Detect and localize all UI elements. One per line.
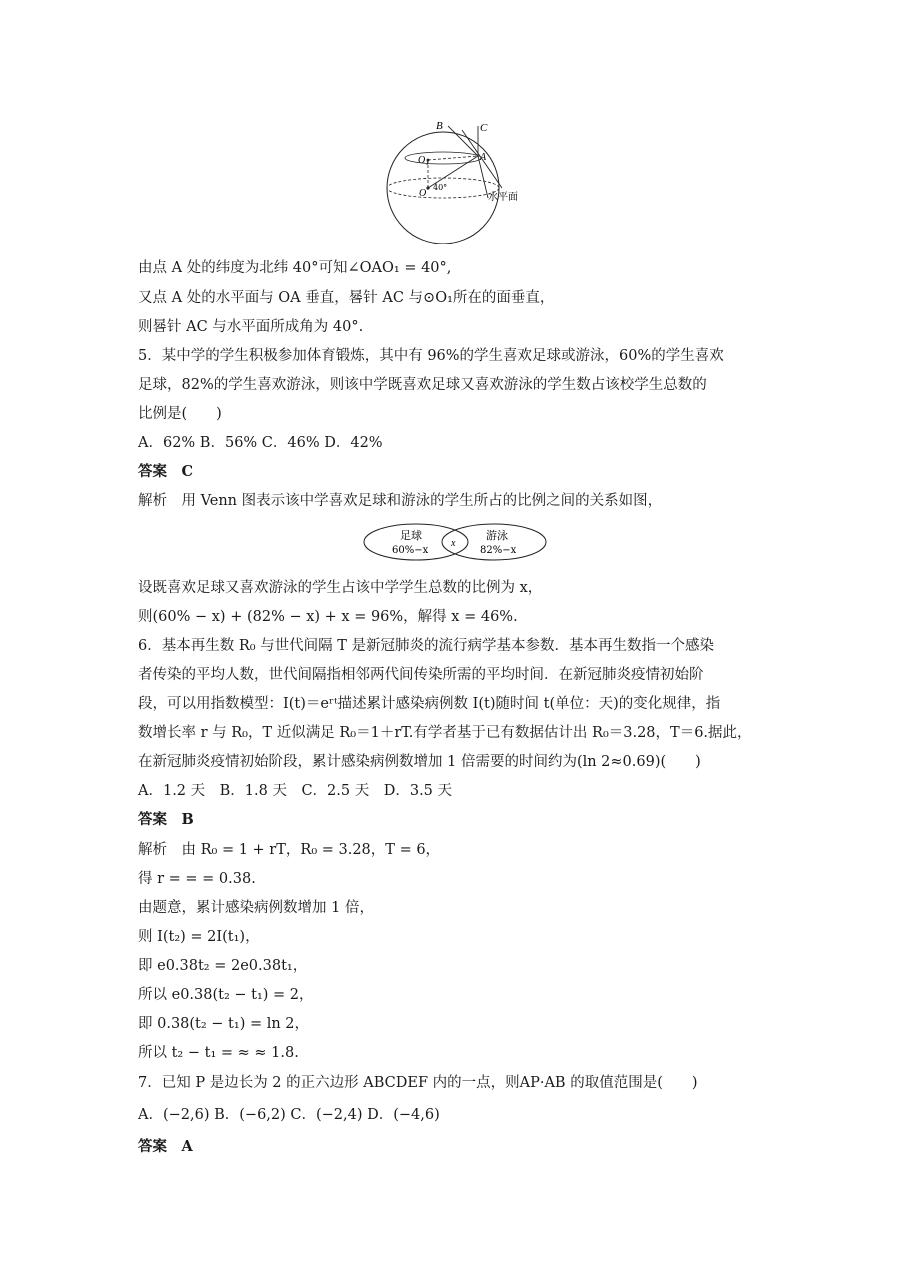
analysis-6-line-7: 即 0.38(t₂ − t₁) = ln 2， [138,1016,310,1032]
sphere-figure [380,116,530,244]
analysis-6-line-8: 所以 t₂ − t₁ = ≈ ≈ 1.8. [138,1045,299,1061]
label-o: O [419,188,427,199]
answer-7: 答案 A [138,1138,193,1155]
analysis-6-line-1: 解析 由 R₀ = 1 + rT，R₀ = 3.28，T = 6， [138,842,441,858]
analysis-6-line-3: 由题意，累计感染病例数增加 1 倍， [138,900,374,916]
analysis-6-line-4: 则 I(t₂) = 2I(t₁)， [138,929,260,945]
venn-diagram [362,522,548,562]
answer-5: 答案 C [138,463,194,480]
question-5-options: A．62% B．56% C．46% D．42% [138,435,383,451]
question-6-line-5: 在新冠肺炎疫情初始阶段，累计感染病例数增加 1 倍需要的时间约为(ln 2≈0.69)( ) [138,754,701,770]
question-6-line-4: 数增长率 r 与 R₀，T 近似满足 R₀＝1＋rT.有学者基于已有数据估计出 R₀＝3.28，T＝6.据此， [138,725,752,741]
label-a: A [480,152,487,163]
question-6-options: A．1.2 天 B．1.8 天 C．2.5 天 D．3.5 天 [138,783,453,799]
venn-right-top: 游泳 [486,529,508,542]
label-angle: 40° [433,183,448,192]
question-7-options: A．(−2,6) B．(−6,2) C．(−2,4) D．(−4,6) [138,1107,440,1123]
analysis-5-line-3: 则(60% − x) + (82% − x) + x = 96%，解得 x = 46%. [138,609,518,625]
question-5-line-2: 足球，82%的学生喜欢游泳，则该中学既喜欢足球又喜欢游泳的学生数占该校学生总数的 [138,377,707,393]
venn-right-bottom: 82%−x [480,545,517,556]
venn-left-bottom: 60%−x [392,545,429,556]
text-line-3: 则晷针 AC 与水平面所成角为 40°. [138,319,364,335]
question-7-line-1: 7．已知 P 是边长为 2 的正六边形 ABCDEF 内的一点，则AP·AB 的取值范围是( ) [138,1075,698,1091]
venn-left-top: 足球 [400,529,422,542]
question-5-line-3: 比例是( ) [138,406,222,422]
analysis-5-line-2: 设既喜欢足球又喜欢游泳的学生占该中学学生总数的比例为 x， [138,580,543,596]
label-plane: 水平面 [488,192,518,203]
venn-center: x [451,538,456,549]
question-5-line-1: 5．某中学的学生积极参加体育锻炼，其中有 96%的学生喜欢足球或游泳，60%的学生喜欢 [138,348,724,364]
label-b: B [436,120,443,132]
question-6-line-1: 6．基本再生数 R₀ 与世代间隔 T 是新冠肺炎的流行病学基本参数．基本再生数指一个感染 [138,638,715,654]
analysis-6-line-6: 所以 e0.38(t₂ − t₁) = 2， [138,987,314,1003]
analysis-6-line-2: 得 r = = = 0.38. [138,871,256,887]
text-line-2: 又点 A 处的水平面与 OA 垂直，晷针 AC 与⊙O₁所在的面垂直， [138,290,555,306]
label-o1: O₁ [418,155,429,166]
text-line-1: 由点 A 处的纬度为北纬 40°可知∠OAO₁ = 40°, [138,260,452,276]
analysis-6-line-5: 即 e0.38t₂ = 2e0.38t₁， [138,958,308,974]
analysis-5-line-1: 解析 用 Venn 图表示该中学喜欢足球和游泳的学生所占的比例之间的关系如图， [138,493,663,509]
question-6-line-3: 段，可以用指数模型：I(t)＝eʳᵗ描述累计感染病例数 I(t)随时间 t(单位：天)的变化规律，指 [138,696,721,712]
answer-6: 答案 B [138,811,194,828]
label-c: C [480,122,488,134]
question-6-line-2: 者传染的平均人数，世代间隔指相邻两代间传染所需的平均时间．在新冠肺炎疫情初始阶 [138,667,704,683]
